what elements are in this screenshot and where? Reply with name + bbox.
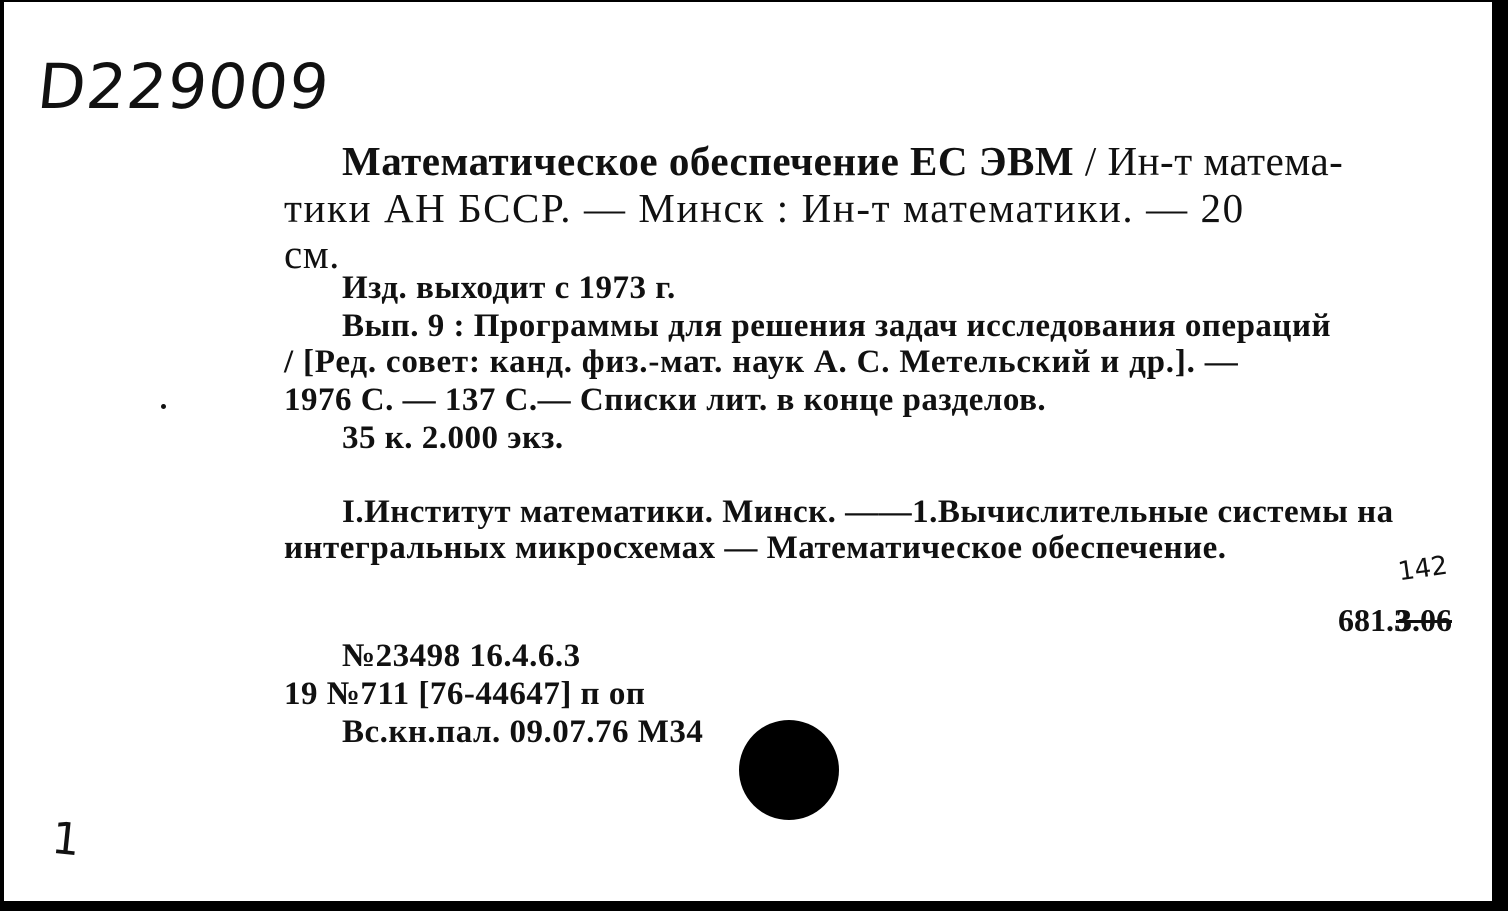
title-responsibility: / Ин-т матема- (1074, 138, 1344, 184)
ink-dot (161, 404, 166, 409)
issue-line-1: Вып. 9 : Программы для решения задач исследования операций (342, 308, 1331, 344)
subjects-line-2: интегральных микросхемах — Математическое обеспечение. (284, 530, 1227, 566)
subjects-line-1: I.Институт математики. Минск. ——1.Вычислительные системы на (342, 494, 1394, 530)
record-line-1: №23498 16.4.6.3 (342, 638, 581, 674)
title-line-2: тики АН БССР. — Минск : Ин-т математики. — 20 (284, 185, 1245, 231)
record-line-3: Вс.кн.пал. 09.07.76 М34 (342, 714, 704, 750)
title-line-1 (342, 137, 1343, 185)
title-line-3: см. (284, 231, 340, 277)
issue-line-2: / [Ред. совет: канд. физ.-мат. наук А. С. Метельский и др.]. — (284, 344, 1239, 380)
handwritten-mark: 142 (1396, 550, 1450, 588)
published-since: Изд. выходит с 1973 г. (342, 270, 676, 306)
title-main: Математическое обеспечение ЕС ЭВМ (342, 138, 1075, 184)
udc-base: 681.3 (1338, 602, 1410, 638)
right-edge (1492, 0, 1508, 911)
catalog-card (4, 2, 1492, 901)
record-line-2: 19 №711 [76-44647] п оп (284, 676, 646, 712)
punch-hole (739, 720, 839, 820)
udc-number (1338, 602, 1452, 639)
margin-mark: 1 (49, 812, 83, 867)
shelfmark: D229009 (34, 50, 334, 123)
price-run: 35 к. 2.000 экз. (342, 420, 564, 456)
issue-line-3: 1976 С. — 137 С.— Списки лит. в конце разделов. (284, 382, 1047, 418)
udc-struck: 3.06 (1396, 602, 1452, 638)
